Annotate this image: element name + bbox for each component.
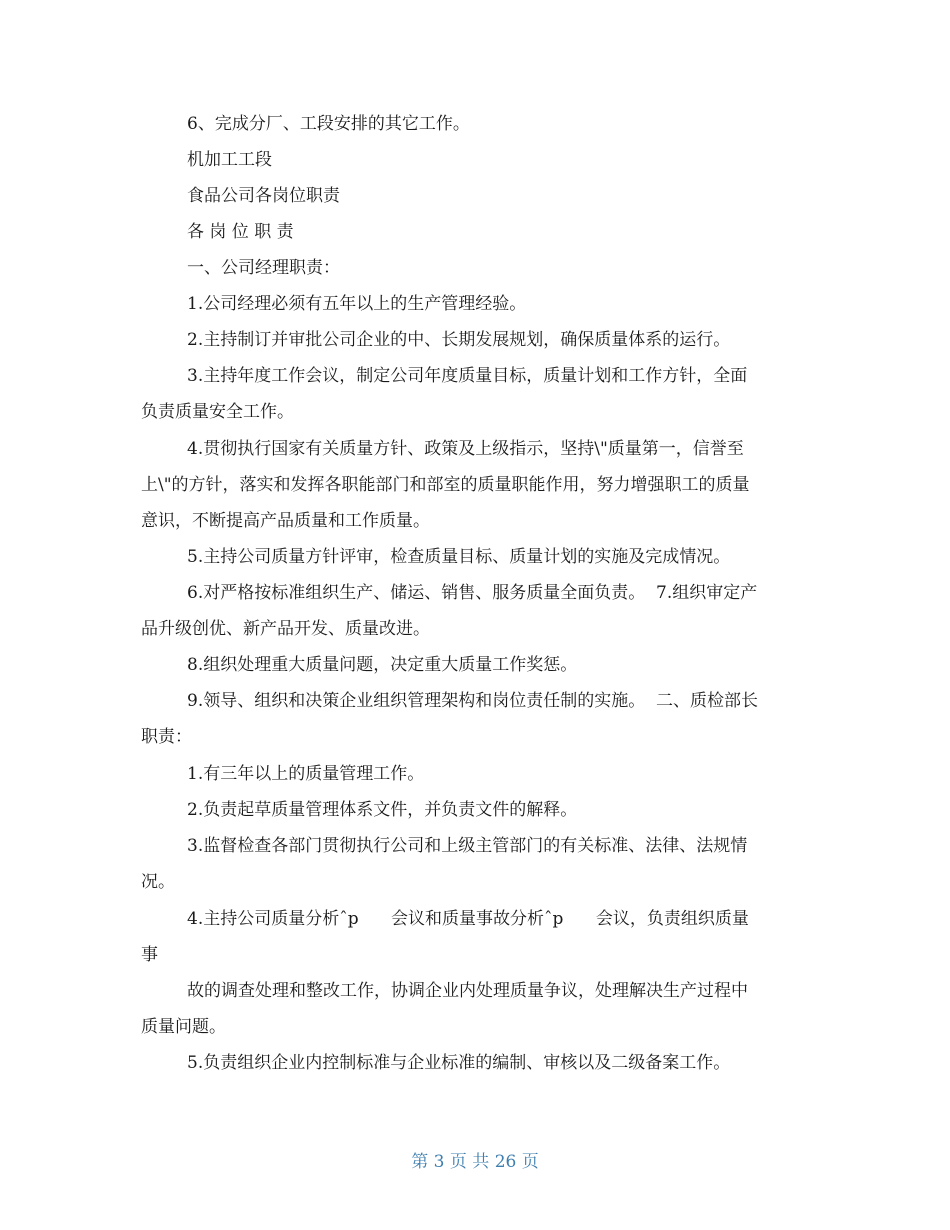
paragraph-line: 品升级创优、新产品开发、质量改进。 [141, 619, 430, 639]
paragraph-line: 5.主持公司质量方针评审，检查质量目标、质量计划的实施及完成情况。 [187, 547, 731, 567]
paragraph-line: 6、完成分厂、工段安排的其它工作。 [187, 114, 470, 134]
paragraph-line: 9.领导、组织和决策企业组织管理架构和岗位责任制的实施。 二、质检部长 [187, 691, 759, 711]
paragraph-line: 意识，不断提高产品质量和工作质量。 [141, 511, 430, 531]
paragraph-line: 况。 [141, 872, 175, 892]
paragraph-line: 上\"的方针，落实和发挥各职能部门和部室的质量职能作用，努力增强职工的质量 [141, 475, 750, 495]
paragraph-line: 3.监督检查各部门贯彻执行公司和上级主管部门的有关标准、法律、法规情 [187, 836, 748, 856]
paragraph-line: 职责： [141, 727, 192, 747]
paragraph-line: 故的调查处理和整改工作，协调企业内处理质量争议，处理解决生产过程中 [187, 981, 748, 1001]
paragraph-line: 5.负责组织企业内控制标准与企业标准的编制、审核以及二级备案工作。 [187, 1053, 731, 1073]
paragraph-line: 1.有三年以上的质量管理工作。 [187, 764, 425, 784]
paragraph-line: 4.贯彻执行国家有关质量方针、政策及上级指示，坚持\"质量第一，信誉至 [187, 439, 744, 459]
page-number: 第 3 页 共 26 页 [411, 1152, 539, 1172]
document-title: 食品公司各岗位职责 [187, 186, 340, 206]
paragraph-line: 4.主持公司质量分析ˆp 会议和质量事故分析ˆp 会议，负责组织质量 [187, 909, 749, 929]
paragraph-line: 3.主持年度工作会议，制定公司年度质量目标，质量计划和工作方针，全面 [187, 366, 748, 386]
section-heading: 机加工工段 [187, 150, 272, 170]
paragraph-line: 8.组织处理重大质量问题，决定重大质量工作奖惩。 [187, 655, 578, 675]
paragraph-line: 2.主持制订并审批公司企业的中、长期发展规划，确保质量体系的运行。 [187, 330, 731, 350]
paragraph-line: 2.负责起草质量管理体系文件，并负责文件的解释。 [187, 800, 578, 820]
paragraph-line: 负责质量安全工作。 [141, 402, 294, 422]
paragraph-line: 6.对严格按标准组织生产、储运、销售、服务质量全面负责。 7.组织审定产 [187, 583, 758, 603]
paragraph-line: 事 [141, 945, 158, 965]
section-heading: 一、公司经理职责： [187, 258, 340, 278]
section-heading: 各 岗 位 职 责 [187, 222, 294, 242]
paragraph-line: 1.公司经理必须有五年以上的生产管理经验。 [187, 294, 527, 314]
paragraph-line: 质量问题。 [141, 1017, 226, 1037]
